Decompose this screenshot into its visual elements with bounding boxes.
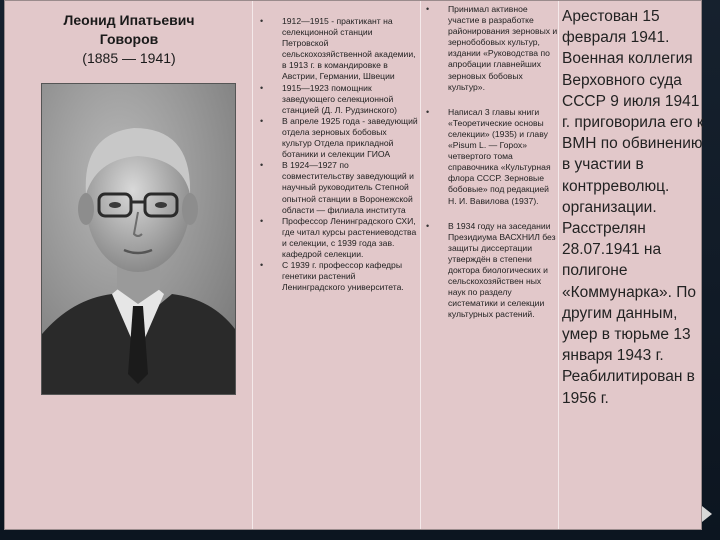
career-item: • 1915—1923 помощник заведующего селекционной станцией (Д. Л. Рудзинского) (282, 83, 418, 116)
career-item: • Профессор Ленинградского СХИ, где читал курсы растениеводства и селекции, с 1939 года зав. кафедрой селекции. (282, 216, 418, 260)
works-item: • Написал 3 главы книги «Теоретические основы селекции» (1935) и главу «Pisum L. — Горох» четвертого тома справочника «Культурная флора СССР. Зерновые бобовые» под редакцией Н. И. Вавилова (1937). (448, 107, 558, 207)
career-item: • 1912—1915 - практикант на селекционной станции Петровской сельскохозяйственной академии, в 1913 г. в командировке в Австрии, Германии, Швеции (282, 16, 418, 83)
fate-text: Арестован 15 февраля 1941. Военная коллегия Верховного суда СССР 9 июля 1941 г. приговорила его к ВМН по обвинению в участии в контрреволюц. организации. Расстрелян 28.07.1941 на полигоне «Коммунарка». По другим данным, умер в тюрьме 13 января 1943 г. Реабилитирован в 1956 г. (562, 8, 704, 407)
person-name (5, 11, 253, 68)
career-item: • В апреле 1925 года - заведующий отдела зерновых бобовых культур Отдела прикладной ботаники и селекции ГИОА (282, 116, 418, 160)
person-name-line1: Леонид Ипатьевич (63, 12, 195, 28)
works-item: • Принимал активное участие в разработке районирования зерновых и зернобобовых культур, издании «Руководства по апробации главнейших зерновых бобовых культур». (448, 4, 558, 93)
portrait-image (42, 84, 235, 394)
works-list (448, 4, 558, 320)
next-slide-arrow-icon[interactable] (702, 506, 712, 522)
person-name-line2: Говоров (99, 31, 159, 47)
person-years: (1885 — 1941) (82, 50, 176, 66)
works-item: • В 1934 году на заседании Президиума ВАСХНИЛ без защиты диссертации утверждён в степени доктора биологических и сельскохозяйствен ных наук по разделу систематики и селекции культурных растений. (448, 221, 558, 321)
career-item: • С 1939 г. профессор кафедры генетики растений Ленинградского университета. (282, 260, 418, 293)
career-item: • В 1924—1927 по совместительству заведующий и научный руководитель Степной опытной станции в Воронежской области — филиала института (282, 160, 418, 215)
career-list-text (282, 16, 418, 293)
portrait-photo (41, 83, 236, 395)
